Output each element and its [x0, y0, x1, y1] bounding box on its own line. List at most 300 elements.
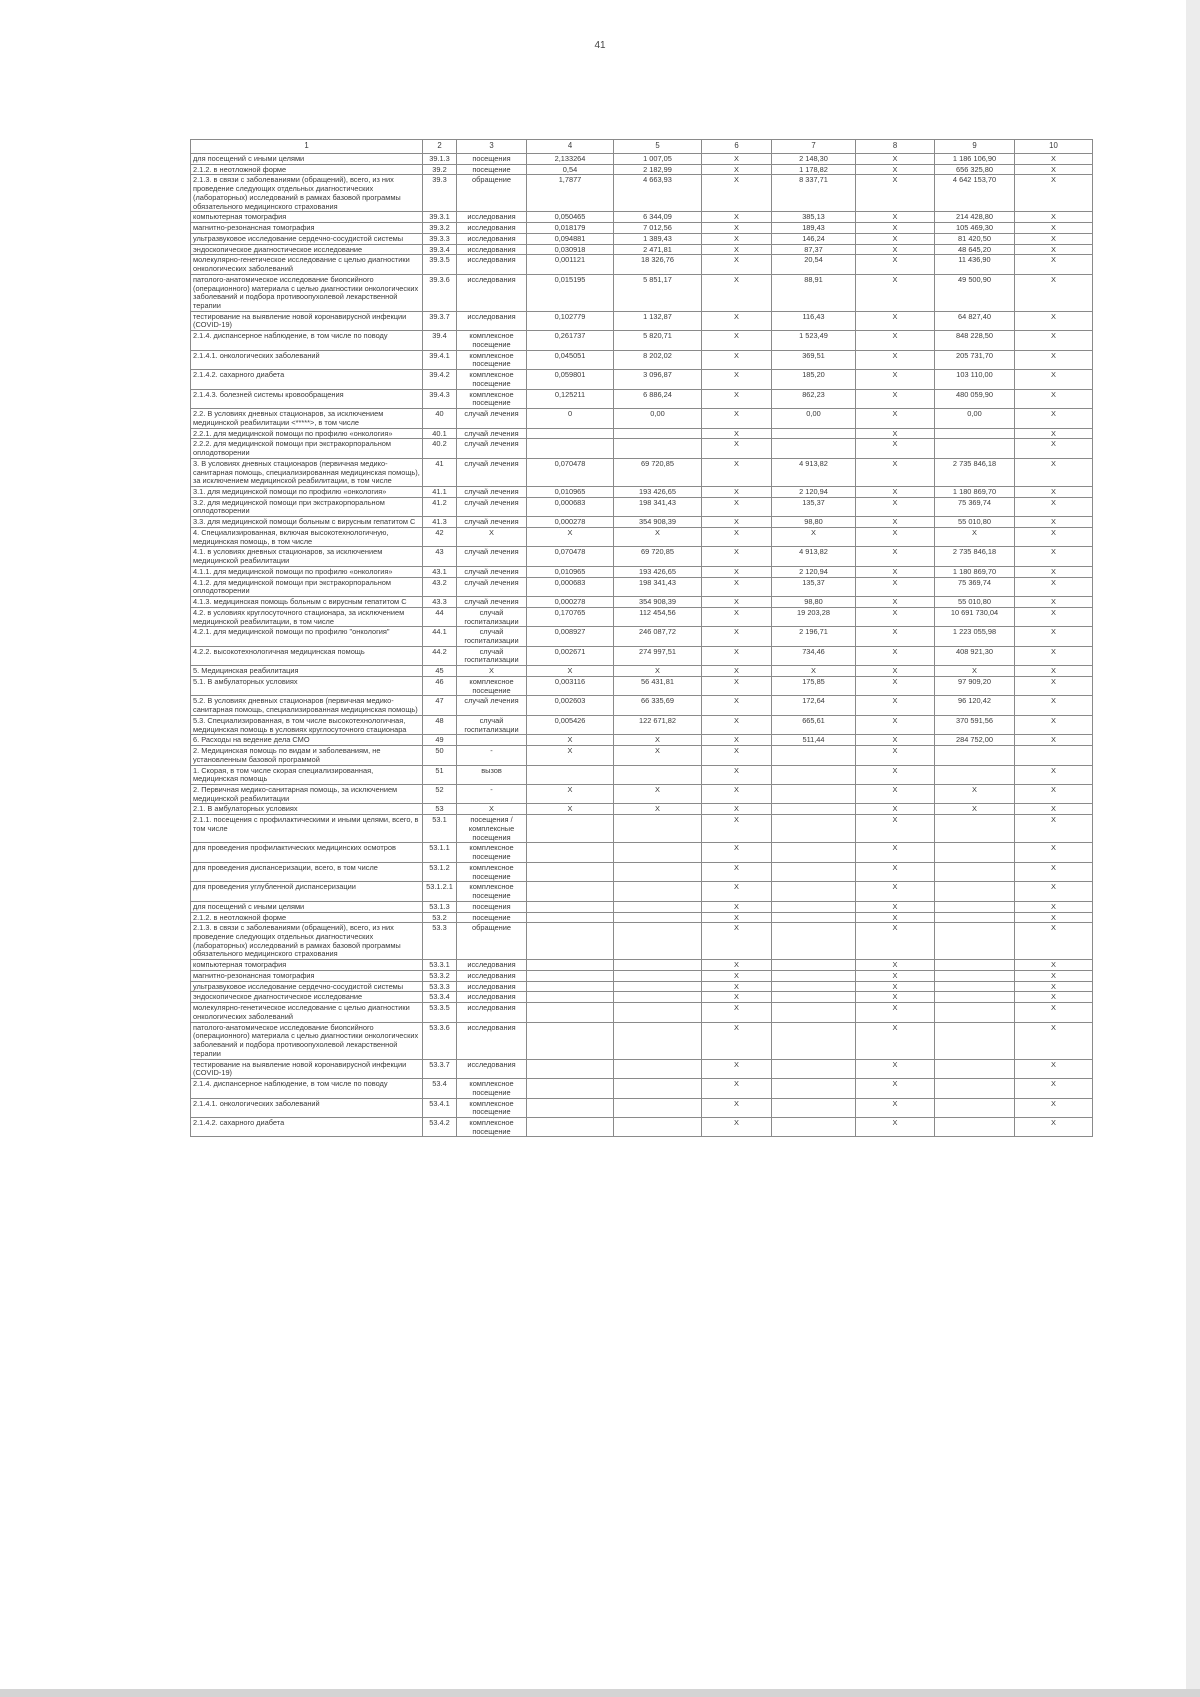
table-cell-col6: X: [702, 696, 772, 715]
table-row: [191, 370, 1093, 389]
table-cell-col8: X: [856, 212, 935, 223]
table-cell-col3: случай лечения: [457, 497, 527, 516]
table-cell-col6: X: [702, 715, 772, 734]
table-cell-col5: [614, 1022, 702, 1059]
table-cell-col8: X: [856, 862, 935, 881]
table-cell-col5: [614, 815, 702, 843]
table-cell-col10: X: [1015, 370, 1093, 389]
table-cell-col8: X: [856, 607, 935, 626]
financing-table-wrapper: [190, 139, 1092, 1137]
row-label-cell: 3. В условиях дневных стационаров (первичная медико-санитарная помощь, специализированная медицинская помощь), за исключением медицинской реабилитации, в том числе: [191, 458, 423, 486]
table-cell-col2: 44.2: [423, 646, 457, 665]
table-cell-col10: X: [1015, 164, 1093, 175]
table-cell-col3: случай госпитализации: [457, 607, 527, 626]
table-cell-col7: [772, 992, 856, 1003]
table-cell-col5: [614, 901, 702, 912]
table-cell-col5: 69 720,85: [614, 547, 702, 566]
table-cell-col9: [935, 882, 1015, 901]
row-label-cell: 2.1. В амбулаторных условиях: [191, 804, 423, 815]
table-cell-col3: посещения: [457, 901, 527, 912]
table-cell-col9: 97 909,20: [935, 676, 1015, 695]
table-cell-col2: 41: [423, 458, 457, 486]
table-cell-col4: [527, 901, 614, 912]
table-cell-col10: X: [1015, 439, 1093, 458]
table-cell-col10: [1015, 746, 1093, 765]
table-cell-col5: 198 341,43: [614, 577, 702, 596]
table-cell-col8: X: [856, 350, 935, 369]
header-cell-col7: 7: [772, 140, 856, 154]
table-cell-col10: X: [1015, 331, 1093, 350]
table-cell-col5: 6 886,24: [614, 389, 702, 408]
table-row: [191, 154, 1093, 165]
table-cell-col7: 862,23: [772, 389, 856, 408]
table-cell-col8: X: [856, 715, 935, 734]
table-cell-col10: X: [1015, 1079, 1093, 1098]
table-cell-col2: 40: [423, 409, 457, 428]
table-cell-col3: случай лечения: [457, 458, 527, 486]
table-row: [191, 566, 1093, 577]
table-cell-col3: исследования: [457, 212, 527, 223]
row-label-cell: 2.1.4.2. сахарного диабета: [191, 370, 423, 389]
table-cell-col10: X: [1015, 882, 1093, 901]
table-cell-col5: 1 132,87: [614, 311, 702, 330]
table-cell-col6: X: [702, 1022, 772, 1059]
table-cell-col3: вызов: [457, 765, 527, 784]
table-cell-col7: [772, 912, 856, 923]
table-cell-col10: X: [1015, 960, 1093, 971]
table-cell-col2: 53.3.4: [423, 992, 457, 1003]
table-cell-col2: 41.3: [423, 517, 457, 528]
table-cell-col2: 43.2: [423, 577, 457, 596]
table-cell-col8: X: [856, 428, 935, 439]
table-cell-col2: 40.2: [423, 439, 457, 458]
table-cell-col4: X: [527, 785, 614, 804]
table-cell-col2: 39.4.1: [423, 350, 457, 369]
table-cell-col6: X: [702, 527, 772, 546]
table-cell-col8: X: [856, 547, 935, 566]
table-cell-col8: X: [856, 517, 935, 528]
row-label-cell: 3.3. для медицинской помощи больным с вирусным гепатитом С: [191, 517, 423, 528]
table-cell-col3: исследования: [457, 233, 527, 244]
table-cell-col7: 511,44: [772, 735, 856, 746]
table-cell-col7: 734,46: [772, 646, 856, 665]
table-cell-col9: 75 369,74: [935, 577, 1015, 596]
table-cell-col9: 11 436,90: [935, 255, 1015, 274]
table-cell-col5: [614, 428, 702, 439]
table-cell-col2: 39.3.4: [423, 244, 457, 255]
table-row: [191, 862, 1093, 881]
table-cell-col6: X: [702, 1003, 772, 1022]
table-cell-col5: [614, 1003, 702, 1022]
table-cell-col3: случай лечения: [457, 566, 527, 577]
table-cell-col8: X: [856, 970, 935, 981]
table-cell-col8: X: [856, 923, 935, 960]
table-cell-col9: 96 120,42: [935, 696, 1015, 715]
table-cell-col4: 0,000278: [527, 517, 614, 528]
table-cell-col2: 42: [423, 527, 457, 546]
table-row: [191, 912, 1093, 923]
table-cell-col4: 0,015195: [527, 274, 614, 311]
table-cell-col3: посещения / комплексные посещения: [457, 815, 527, 843]
table-cell-col10: X: [1015, 1022, 1093, 1059]
table-cell-col9: [935, 901, 1015, 912]
table-cell-col6: X: [702, 912, 772, 923]
table-cell-col4: 0,010965: [527, 566, 614, 577]
table-cell-col6: X: [702, 577, 772, 596]
row-label-cell: 6. Расходы на ведение дела СМО: [191, 735, 423, 746]
row-label-cell: для проведения диспансеризации, всего, в том числе: [191, 862, 423, 881]
table-cell-col4: 0,54: [527, 164, 614, 175]
table-cell-col8: X: [856, 439, 935, 458]
table-cell-col7: [772, 439, 856, 458]
table-cell-col2: 53.4.2: [423, 1117, 457, 1136]
table-cell-col5: [614, 862, 702, 881]
table-cell-col3: X: [457, 666, 527, 677]
row-label-cell: 2.1.2. в неотложной форме: [191, 912, 423, 923]
table-cell-col10: X: [1015, 389, 1093, 408]
table-cell-col6: X: [702, 882, 772, 901]
table-cell-col10: X: [1015, 862, 1093, 881]
table-cell-col2: 53.1.1: [423, 843, 457, 862]
table-cell-col9: [935, 1003, 1015, 1022]
table-cell-col3: комплексное посещение: [457, 1117, 527, 1136]
table-cell-col4: X: [527, 804, 614, 815]
table-row: [191, 389, 1093, 408]
table-cell-col9: X: [935, 527, 1015, 546]
table-cell-col2: 43: [423, 547, 457, 566]
table-cell-col9: [935, 1098, 1015, 1117]
table-cell-col8: X: [856, 627, 935, 646]
table-cell-col4: 0,030918: [527, 244, 614, 255]
table-cell-col3: случай лечения: [457, 428, 527, 439]
table-cell-col6: X: [702, 960, 772, 971]
table-cell-col8: X: [856, 785, 935, 804]
table-cell-col2: 53.4.1: [423, 1098, 457, 1117]
table-cell-col4: 0,008927: [527, 627, 614, 646]
table-cell-col4: [527, 815, 614, 843]
table-row: [191, 804, 1093, 815]
table-cell-col7: 2 196,71: [772, 627, 856, 646]
table-cell-col2: 53.4: [423, 1079, 457, 1098]
table-cell-col3: случай лечения: [457, 486, 527, 497]
table-row: [191, 428, 1093, 439]
table-cell-col6: X: [702, 370, 772, 389]
table-row: [191, 882, 1093, 901]
table-cell-col4: [527, 1117, 614, 1136]
row-label-cell: для проведения углубленной диспансеризации: [191, 882, 423, 901]
table-cell-col7: 4 913,82: [772, 458, 856, 486]
table-cell-col10: X: [1015, 212, 1093, 223]
row-label-cell: 2.1.4. диспансерное наблюдение, в том числе по поводу: [191, 1079, 423, 1098]
table-cell-col8: X: [856, 458, 935, 486]
table-cell-col3: исследования: [457, 244, 527, 255]
table-cell-col6: X: [702, 244, 772, 255]
table-cell-col2: 44.1: [423, 627, 457, 646]
table-cell-col3: исследования: [457, 255, 527, 274]
table-cell-col9: 105 469,30: [935, 223, 1015, 234]
table-cell-col5: 0,00: [614, 409, 702, 428]
table-cell-col3: -: [457, 746, 527, 765]
table-cell-col4: [527, 912, 614, 923]
table-cell-col9: [935, 923, 1015, 960]
row-label-cell: 3.1. для медицинской помощи по профилю «онкология»: [191, 486, 423, 497]
table-cell-col4: [527, 1003, 614, 1022]
table-cell-col7: [772, 923, 856, 960]
table-cell-col8: X: [856, 1098, 935, 1117]
table-cell-col3: X: [457, 527, 527, 546]
table-cell-col5: 56 431,81: [614, 676, 702, 695]
table-cell-col2: 53.3.7: [423, 1059, 457, 1078]
table-cell-col5: [614, 923, 702, 960]
table-cell-col9: 205 731,70: [935, 350, 1015, 369]
table-row: [191, 923, 1093, 960]
table-cell-col9: 55 010,80: [935, 597, 1015, 608]
table-cell-col6: X: [702, 255, 772, 274]
table-cell-col4: [527, 428, 614, 439]
table-row: [191, 597, 1093, 608]
row-label-cell: ультразвуковое исследование сердечно-сосудистой системы: [191, 233, 423, 244]
table-cell-col9: 103 110,00: [935, 370, 1015, 389]
table-cell-col7: 185,20: [772, 370, 856, 389]
table-cell-col8: X: [856, 486, 935, 497]
table-cell-col4: [527, 843, 614, 862]
table-cell-col6: X: [702, 923, 772, 960]
table-cell-col5: 2 182,99: [614, 164, 702, 175]
table-cell-col9: 1 186 106,90: [935, 154, 1015, 165]
table-cell-col7: 2 120,94: [772, 486, 856, 497]
table-cell-col7: [772, 1003, 856, 1022]
table-cell-col9: 284 752,00: [935, 735, 1015, 746]
row-label-cell: компьютерная томография: [191, 212, 423, 223]
table-cell-col9: 480 059,90: [935, 389, 1015, 408]
table-cell-col6: X: [702, 233, 772, 244]
table-cell-col3: случай лечения: [457, 517, 527, 528]
table-cell-col7: 175,85: [772, 676, 856, 695]
table-row: [191, 1098, 1093, 1117]
table-row: [191, 815, 1093, 843]
table-cell-col3: исследования: [457, 1059, 527, 1078]
table-cell-col9: 48 645,20: [935, 244, 1015, 255]
table-cell-col3: X: [457, 804, 527, 815]
table-cell-col6: X: [702, 627, 772, 646]
table-cell-col7: 88,91: [772, 274, 856, 311]
header-cell-col9: 9: [935, 140, 1015, 154]
table-cell-col4: 0,070478: [527, 458, 614, 486]
table-cell-col2: 39.3.1: [423, 212, 457, 223]
table-cell-col9: [935, 981, 1015, 992]
table-cell-col10: X: [1015, 696, 1093, 715]
table-cell-col3: случай госпитализации: [457, 715, 527, 734]
row-label-cell: 4.1.3. медицинская помощь больным с вирусным гепатитом С: [191, 597, 423, 608]
table-cell-col5: X: [614, 746, 702, 765]
table-cell-col4: 0,010965: [527, 486, 614, 497]
table-cell-col5: X: [614, 785, 702, 804]
header-cell-col1: 1: [191, 140, 423, 154]
table-cell-col3: исследования: [457, 1022, 527, 1059]
table-cell-col7: X: [772, 666, 856, 677]
table-cell-col8: X: [856, 1022, 935, 1059]
table-row: [191, 527, 1093, 546]
table-cell-col3: обращение: [457, 175, 527, 212]
table-cell-col8: X: [856, 1079, 935, 1098]
table-row: [191, 577, 1093, 596]
table-cell-col5: 3 096,87: [614, 370, 702, 389]
table-cell-col6: X: [702, 331, 772, 350]
table-row: [191, 547, 1093, 566]
table-cell-col10: X: [1015, 458, 1093, 486]
table-cell-col9: [935, 815, 1015, 843]
table-body: [191, 154, 1093, 1137]
table-cell-col6: X: [702, 274, 772, 311]
table-cell-col6: X: [702, 666, 772, 677]
table-cell-col4: 0,002603: [527, 696, 614, 715]
table-cell-col10: X: [1015, 901, 1093, 912]
table-cell-col3: посещения: [457, 154, 527, 165]
table-cell-col8: X: [856, 765, 935, 784]
table-row: [191, 981, 1093, 992]
table-cell-col7: [772, 843, 856, 862]
table-cell-col7: 135,37: [772, 577, 856, 596]
table-cell-col10: X: [1015, 547, 1093, 566]
row-label-cell: молекулярно-генетическое исследование с целью диагностики онкологических заболеваний: [191, 255, 423, 274]
table-cell-col4: 0,170765: [527, 607, 614, 626]
table-cell-col6: X: [702, 597, 772, 608]
table-cell-col6: X: [702, 676, 772, 695]
table-cell-col9: X: [935, 804, 1015, 815]
table-row: [191, 497, 1093, 516]
table-cell-col4: 2,133264: [527, 154, 614, 165]
table-cell-col3: случай лечения: [457, 597, 527, 608]
table-row: [191, 960, 1093, 971]
table-cell-col9: 2 735 846,18: [935, 458, 1015, 486]
table-cell-col2: 53.3.5: [423, 1003, 457, 1022]
table-cell-col8: X: [856, 244, 935, 255]
table-cell-col10: X: [1015, 154, 1093, 165]
table-cell-col5: [614, 992, 702, 1003]
table-cell-col6: X: [702, 1079, 772, 1098]
table-cell-col7: 98,80: [772, 597, 856, 608]
table-cell-col4: 0,045051: [527, 350, 614, 369]
table-cell-col9: 214 428,80: [935, 212, 1015, 223]
table-cell-col7: [772, 746, 856, 765]
table-cell-col9: [935, 843, 1015, 862]
table-row: [191, 409, 1093, 428]
table-cell-col7: [772, 1117, 856, 1136]
table-row: [191, 715, 1093, 734]
table-cell-col10: X: [1015, 815, 1093, 843]
table-cell-col3: комплексное посещение: [457, 882, 527, 901]
table-cell-col5: [614, 882, 702, 901]
table-cell-col5: X: [614, 804, 702, 815]
header-cell-col10: 10: [1015, 140, 1093, 154]
header-cell-col6: 6: [702, 140, 772, 154]
table-cell-col2: 53.3.1: [423, 960, 457, 971]
table-cell-col8: X: [856, 676, 935, 695]
table-cell-col4: [527, 1079, 614, 1098]
table-cell-col10: X: [1015, 715, 1093, 734]
table-cell-col5: 122 671,82: [614, 715, 702, 734]
table-cell-col7: [772, 960, 856, 971]
table-cell-col3: комплексное посещение: [457, 843, 527, 862]
table-cell-col10: X: [1015, 1098, 1093, 1117]
table-cell-col10: X: [1015, 486, 1093, 497]
table-row: [191, 785, 1093, 804]
table-row: [191, 676, 1093, 695]
table-cell-col4: 0,094881: [527, 233, 614, 244]
row-label-cell: 4.2.1. для медицинской помощи по профилю "онкология": [191, 627, 423, 646]
table-cell-col9: 408 921,30: [935, 646, 1015, 665]
table-cell-col10: X: [1015, 255, 1093, 274]
table-row: [191, 696, 1093, 715]
table-cell-col5: X: [614, 735, 702, 746]
table-row: [191, 627, 1093, 646]
table-cell-col3: исследования: [457, 223, 527, 234]
table-cell-col6: X: [702, 389, 772, 408]
table-cell-col4: X: [527, 746, 614, 765]
table-cell-col10: X: [1015, 428, 1093, 439]
row-label-cell: 4. Специализированная, включая высокотехнологичную, медицинская помощь, в том числе: [191, 527, 423, 546]
table-cell-col9: 49 500,90: [935, 274, 1015, 311]
row-label-cell: компьютерная томография: [191, 960, 423, 971]
table-cell-col4: X: [527, 527, 614, 546]
table-cell-col3: исследования: [457, 981, 527, 992]
table-cell-col5: 198 341,43: [614, 497, 702, 516]
table-cell-col3: комплексное посещение: [457, 1079, 527, 1098]
table-cell-col4: 0,000683: [527, 497, 614, 516]
table-cell-col8: X: [856, 597, 935, 608]
table-cell-col4: 0,003116: [527, 676, 614, 695]
table-cell-col2: 53.1.3: [423, 901, 457, 912]
row-label-cell: 2.1.4.1. онкологических заболеваний: [191, 1098, 423, 1117]
table-cell-col8: X: [856, 1059, 935, 1078]
table-cell-col5: [614, 960, 702, 971]
row-label-cell: для проведения профилактических медицинских осмотров: [191, 843, 423, 862]
table-cell-col10: X: [1015, 244, 1093, 255]
table-cell-col10: X: [1015, 981, 1093, 992]
table-cell-col7: 135,37: [772, 497, 856, 516]
table-row: [191, 992, 1093, 1003]
row-label-cell: 2.1.3. в связи с заболеваниями (обращений), всего, из них проведение следующих отдельных диагностических (лабораторных) исследований в рамках базовой программы обязательного медицинского страхования: [191, 923, 423, 960]
row-label-cell: 2.1.3. в связи с заболеваниями (обращений), всего, из них проведение следующих отдельных диагностических (лабораторных) исследований в рамках базовой программы обязательного медицинского страхования: [191, 175, 423, 212]
table-cell-col9: [935, 862, 1015, 881]
table-cell-col6: X: [702, 547, 772, 566]
table-cell-col5: 5 851,17: [614, 274, 702, 311]
table-cell-col3: комплексное посещение: [457, 370, 527, 389]
table-cell-col5: [614, 765, 702, 784]
table-cell-col2: 53.1.2.1: [423, 882, 457, 901]
table-cell-col7: [772, 1079, 856, 1098]
table-cell-col9: 10 691 730,04: [935, 607, 1015, 626]
row-label-cell: 2.2.2. для медицинской помощи при экстракорпоральном оплодотворении: [191, 439, 423, 458]
table-cell-col9: [935, 970, 1015, 981]
row-label-cell: ультразвуковое исследование сердечно-сосудистой системы: [191, 981, 423, 992]
table-cell-col10: X: [1015, 597, 1093, 608]
table-cell-col10: X: [1015, 666, 1093, 677]
table-cell-col4: [527, 439, 614, 458]
table-cell-col8: X: [856, 804, 935, 815]
table-cell-col9: [935, 1079, 1015, 1098]
table-cell-col5: 193 426,65: [614, 486, 702, 497]
table-cell-col6: X: [702, 804, 772, 815]
table-cell-col4: X: [527, 666, 614, 677]
table-cell-col4: 0,050465: [527, 212, 614, 223]
table-cell-col3: случай госпитализации: [457, 627, 527, 646]
table-cell-col8: X: [856, 843, 935, 862]
row-label-cell: патолого-анатомическое исследование биопсийного (операционного) материала с целью диагностики онкологических заболеваний и подбора противоопухолевой лекарственной терапии: [191, 1022, 423, 1059]
table-row: [191, 175, 1093, 212]
table-cell-col2: 47: [423, 696, 457, 715]
table-cell-col6: X: [702, 223, 772, 234]
